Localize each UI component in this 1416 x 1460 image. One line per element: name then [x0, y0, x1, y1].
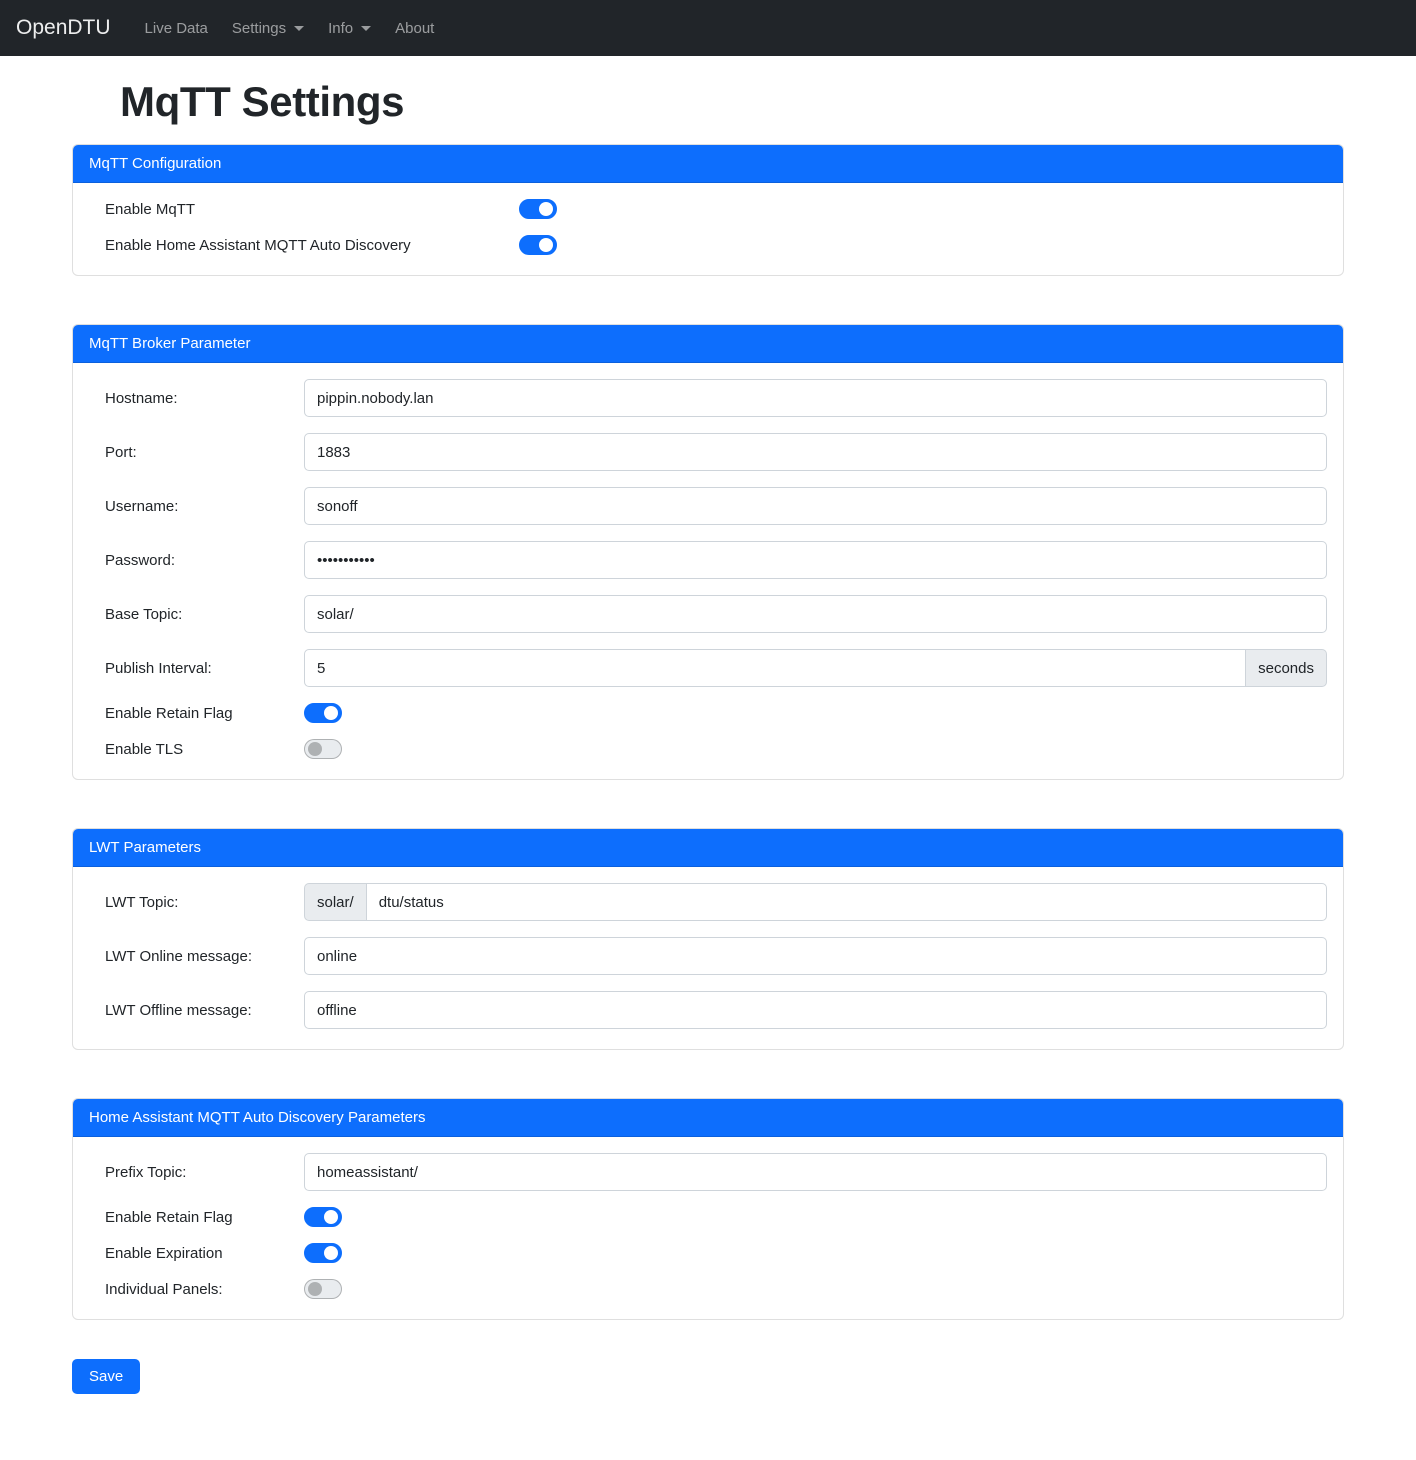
nav-item-label: Settings: [231, 19, 287, 37]
field-prefix-topic: [304, 1153, 1327, 1191]
toggle-hass-retain-flag[interactable]: [304, 1207, 342, 1227]
card-header-mqtt-broker: MqTT Broker Parameter: [73, 325, 1343, 363]
label-hass-retain-flag: Enable Retain Flag: [105, 1208, 233, 1226]
toggle-broker-tls[interactable]: [304, 739, 342, 759]
label-password: Password:: [105, 551, 176, 569]
card-header-lwt: LWT Parameters: [73, 829, 1343, 867]
row-password: [89, 541, 1327, 579]
row-lwt-topic: [89, 883, 1327, 921]
field-lwt-offline: [304, 991, 1327, 1029]
lwt-online-input[interactable]: [304, 937, 1327, 975]
row-individual-panels: [89, 1279, 1327, 1299]
label-lwt-offline: LWT Offline message:: [105, 1001, 252, 1019]
field-lwt-online: [304, 937, 1327, 975]
row-enable-mqtt: [89, 199, 1327, 219]
prefix-topic-input[interactable]: [304, 1153, 1327, 1191]
field-hostname: [304, 379, 1327, 417]
toggle-knob: [308, 742, 322, 756]
field-password: [304, 541, 1327, 579]
row-hass-retain-flag: [89, 1207, 1327, 1227]
toggle-broker-retain-flag[interactable]: [304, 703, 342, 723]
label-lwt-topic: LWT Topic:: [105, 893, 179, 911]
toggle-knob: [324, 1246, 338, 1260]
publish-interval-unit: seconds: [1246, 649, 1327, 687]
username-input[interactable]: [304, 487, 1327, 525]
card-hass-discovery: [72, 1098, 1344, 1320]
row-lwt-offline: [89, 991, 1327, 1029]
row-prefix-topic: [89, 1153, 1327, 1191]
row-broker-tls: [89, 739, 1327, 759]
label-hostname: Hostname:: [105, 389, 178, 407]
chevron-down-icon: [361, 26, 371, 31]
toggle-knob: [324, 1210, 338, 1224]
row-username: [89, 487, 1327, 525]
field-port: [304, 433, 1327, 471]
nav-item-label: Live Data: [144, 19, 208, 37]
row-publish-interval: [89, 649, 1327, 687]
port-input[interactable]: [304, 433, 1327, 471]
label-broker-retain-flag: Enable Retain Flag: [105, 704, 233, 722]
lwt-topic-input[interactable]: [366, 883, 1327, 921]
top-navbar: [0, 0, 1416, 56]
field-publish-interval: [304, 649, 1327, 687]
page-container: [60, 78, 1356, 1424]
nav-item-about[interactable]: [383, 12, 446, 45]
card-header-mqtt-configuration: MqTT Configuration: [73, 145, 1343, 183]
label-port: Port:: [105, 443, 137, 461]
page-title: MqTT Settings: [120, 78, 405, 125]
toggle-enable-mqtt[interactable]: [519, 199, 557, 219]
toggle-knob: [539, 238, 553, 252]
field-lwt-topic: [304, 883, 1327, 921]
nav-links: [133, 12, 447, 45]
lwt-topic-group: [304, 883, 1327, 921]
card-body-lwt: [73, 867, 1343, 1049]
card-body-hass: [73, 1137, 1343, 1319]
row-broker-retain-flag: [89, 703, 1327, 723]
label-username: Username:: [105, 497, 179, 515]
nav-item-live-data[interactable]: [133, 12, 220, 45]
card-body-mqtt-broker: [73, 363, 1343, 779]
toggle-knob: [324, 706, 338, 720]
card-body-mqtt-configuration: [73, 183, 1343, 275]
row-hostname: [89, 379, 1327, 417]
label-individual-panels: Individual Panels:: [105, 1280, 223, 1298]
chevron-down-icon: [294, 26, 304, 31]
lwt-offline-input[interactable]: [304, 991, 1327, 1029]
label-enable-mqtt: Enable MqTT: [105, 200, 196, 218]
label-hass-expiration: Enable Expiration: [105, 1244, 223, 1262]
field-base-topic: [304, 595, 1327, 633]
toggle-individual-panels[interactable]: [304, 1279, 342, 1299]
row-enable-ha-discovery: [89, 235, 1327, 255]
publish-interval-group: [304, 649, 1327, 687]
label-broker-tls: Enable TLS: [105, 740, 184, 758]
brand-opendtu[interactable]: OpenDTU: [16, 16, 111, 39]
toggle-knob: [539, 202, 553, 216]
base-topic-input[interactable]: [304, 595, 1327, 633]
card-lwt-parameters: [72, 828, 1344, 1050]
row-lwt-online: [89, 937, 1327, 975]
row-port: [89, 433, 1327, 471]
field-username: [304, 487, 1327, 525]
nav-item-settings[interactable]: [220, 12, 316, 45]
lwt-topic-prefix: solar/: [304, 883, 366, 921]
toggle-enable-ha-discovery[interactable]: [519, 235, 557, 255]
label-base-topic: Base Topic:: [105, 605, 183, 623]
row-base-topic: [89, 595, 1327, 633]
hostname-input[interactable]: [304, 379, 1327, 417]
label-publish-interval: Publish Interval:: [105, 659, 212, 677]
label-prefix-topic: Prefix Topic:: [105, 1163, 187, 1181]
password-input[interactable]: [304, 541, 1327, 579]
label-lwt-online: LWT Online message:: [105, 947, 253, 965]
card-mqtt-broker: [72, 324, 1344, 780]
toggle-hass-expiration[interactable]: [304, 1243, 342, 1263]
nav-item-label: Info: [328, 19, 354, 37]
nav-item-info[interactable]: [316, 12, 383, 45]
publish-interval-input[interactable]: [304, 649, 1246, 687]
label-enable-ha-discovery: Enable Home Assistant MQTT Auto Discovery: [105, 236, 411, 254]
card-mqtt-configuration: [72, 144, 1344, 276]
row-hass-expiration: [89, 1243, 1327, 1263]
nav-item-label: About: [395, 19, 435, 37]
save-button[interactable]: Save: [72, 1359, 140, 1394]
card-header-hass: Home Assistant MQTT Auto Discovery Parameters: [73, 1099, 1343, 1137]
toggle-knob: [308, 1282, 322, 1296]
